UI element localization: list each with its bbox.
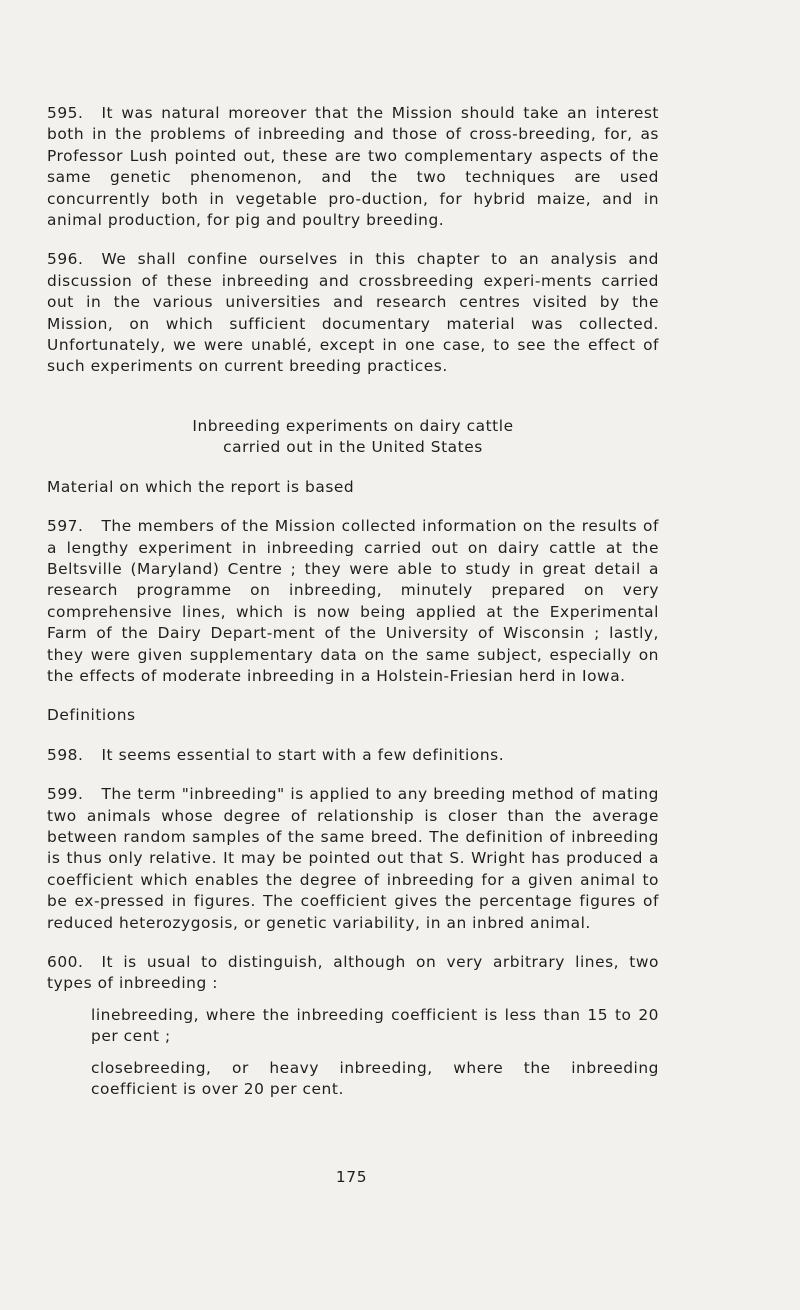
page-body	[47, 103, 659, 1118]
paragraph-number: 596.	[47, 250, 84, 269]
paragraph-number: 597.	[47, 517, 84, 536]
paragraph-598	[47, 745, 659, 766]
paragraph-number: 598.	[47, 745, 84, 764]
paragraph-text: We shall confine ourselves in this chapter to an analysis and discussion of these inbreeding and crossbreeding experi-ments carried out in the various universities and research centres visited by the Mission, on which sufficient documentary material was collected. Unfortunately, we were unablé, except in one case, to see the effect of such experiments on current breeding practices.	[47, 250, 659, 376]
paragraph-597	[47, 516, 659, 687]
paragraph-number: 595.	[47, 104, 84, 122]
section-heading	[47, 416, 659, 459]
paragraph-number: 599.	[47, 785, 84, 804]
paragraph-600	[47, 952, 659, 995]
paragraph-text: It is usual to distinguish, although on very arbitrary lines, two types of inbreeding :	[47, 953, 659, 993]
section-heading-line-1: Inbreeding experiments on dairy cattle	[192, 416, 514, 435]
paragraph-number: 600.	[47, 953, 84, 971]
subheading-definitions: Definitions	[47, 706, 136, 725]
paragraph-text: It was natural moreover that the Mission should take an interest both in the problems of inbreeding and those of cross-breeding, for, as Professor Lush pointed out, these are two complementary aspects of the same genetic phenomenon, and the two techniques are used concurrently both in vegetable pro-duction, for hybrid maize, and in animal production, for pig and poultry breeding.	[47, 104, 659, 230]
paragraph-595	[47, 103, 659, 231]
paragraph-text: The term "inbreeding" is applied to any breeding method of mating two animals whose degree of relationship is closer than the average between random samples of the same breed. The definition of inbreeding is thus only relative. It may be pointed out that S. Wright has produced a coefficient which enables the degree of inbreeding for a given animal to be ex-pressed in figures. The coefficient gives the percentage figures of reduced heterozygosis, or genetic variability, in an inbred animal.	[47, 785, 659, 932]
page-number: 175	[335, 1168, 368, 1186]
paragraph-599	[47, 784, 659, 934]
list-item-closebreeding: closebreeding, or heavy inbreeding, where the inbreeding coefficient is over 20 per cent.	[91, 1058, 659, 1099]
list-item-linebreeding: linebreeding, where the inbreeding coefficient is less than 15 to 20 per cent ;	[91, 1005, 659, 1046]
section-heading-line-2: carried out in the United States	[223, 438, 483, 457]
paragraph-596	[47, 249, 659, 377]
paragraph-text: The members of the Mission collected information on the results of a lengthy experiment in inbreeding carried out on dairy cattle at the Beltsville (Maryland) Centre ; they were able to study in great detail a research programme on inbreeding, minutely prepared on very comprehensive lines, which is now being applied at the Experimental Farm of the Dairy Depart-ment of the University of Wisconsin ; lastly, they were given supplementary data on the same subject, especially on the effects of moderate inbreeding in a Holstein-Friesian herd in Iowa.	[47, 517, 659, 685]
subheading-material: Material on which the report is based	[47, 477, 355, 496]
paragraph-text: It seems essential to start with a few definitions.	[101, 745, 505, 764]
